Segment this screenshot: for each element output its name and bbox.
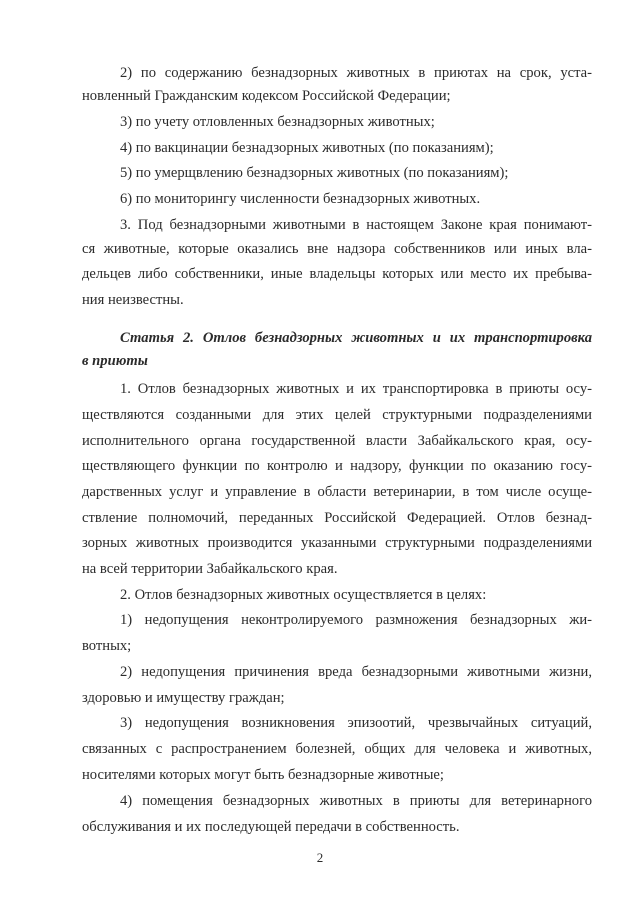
text-line: носителями которых могут быть безнадзорные животные;: [82, 767, 444, 783]
text-line: 3) по учету отловленных безнадзорных животных;: [120, 114, 435, 130]
article-heading-continued: в приюты: [82, 353, 148, 369]
text-line: новленный Гражданским кодексом Российской Федерации;: [82, 88, 451, 104]
article-heading: Статья 2. Отлов безнадзорных животных и их транспортировка: [120, 330, 592, 346]
text-line: дельцев либо собственники, иные владельцы которых или место их пребыва-: [82, 266, 592, 282]
text-line: ся животные, которые оказались вне надзора собственников или иных вла-: [82, 241, 592, 257]
text-line: 4) по вакцинации безнадзорных животных (по показаниям);: [120, 140, 494, 156]
text-line: ществляются созданными для этих целей структурными подразделениями: [82, 407, 592, 423]
text-line: 3) недопущения возникновения эпизоотий, чрезвычайных ситуаций,: [120, 715, 592, 731]
page-number: 2: [316, 850, 324, 865]
text-line: обслуживания и их последующей передачи в собственность.: [82, 819, 460, 835]
text-line: на всей территории Забайкальского края.: [82, 561, 338, 577]
text-line: дарственных услуг и управление в области ветеринарии, в том числе осуще-: [82, 484, 592, 500]
text-line: 2. Отлов безнадзорных животных осуществляется в целях:: [120, 587, 487, 603]
text-line: ществляющего функции по контролю и надзору, функции по оказанию госу-: [82, 458, 592, 474]
text-line: ствление полномочий, переданных Российской Федерацией. Отлов безнад-: [82, 510, 592, 526]
text-line: 2) по содержанию безнадзорных животных в приютах на срок, уста-: [120, 65, 592, 81]
text-line: зорных животных производится указанными структурными подразделениями: [82, 535, 592, 551]
text-line: исполнительного органа государственной власти Забайкальского края, осу-: [82, 433, 592, 449]
text-line: 1) недопущения неконтролируемого размножения безнадзорных жи-: [120, 612, 592, 628]
text-line: здоровью и имуществу граждан;: [82, 690, 285, 706]
text-line: 6) по мониторингу численности безнадзорных животных.: [120, 191, 481, 207]
text-line: 1. Отлов безнадзорных животных и их транспортировка в приюты осу-: [120, 381, 592, 397]
text-line: связанных с распространением болезней, общих для человека и животных,: [82, 741, 592, 757]
text-line: вотных;: [82, 638, 132, 654]
text-line: 4) помещения безнадзорных животных в приюты для ветеринарного: [120, 793, 592, 809]
text-line: 2) недопущения причинения вреда безнадзорными животными жизни,: [120, 664, 592, 680]
text-line: ния неизвестны.: [82, 292, 184, 308]
text-line: 5) по умерщвлению безнадзорных животных (по показаниям);: [120, 165, 509, 181]
text-line: 3. Под безнадзорными животными в настоящем Законе края понимают-: [120, 217, 592, 233]
